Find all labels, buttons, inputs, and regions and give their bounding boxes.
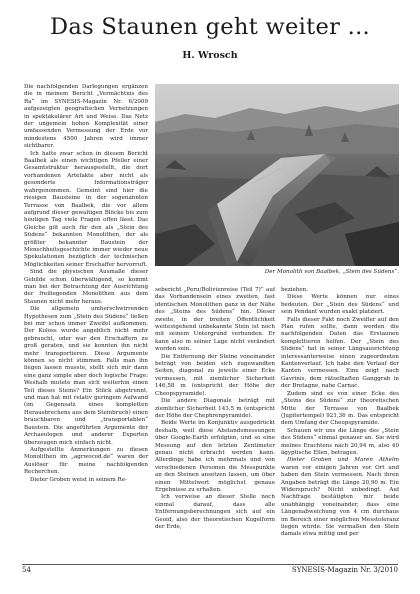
paragraph-rest: waren vor einigen Jahren vor Ort und haben den Stein vermessen. Nach ihren Angaben beträgt die Länge 20,90 m. Ein Widerspruch? Nicht unbedingt. Auf Nachfrage bestätigten mir beide unabhängig voneinander, dass eine Längenabweichung von 4 cm durchaus im Bereich einer möglichen Messtoleranz liegen würde. Sie vermaßen den Stein damals etwa mittig und per <box>281 464 399 538</box>
paragraph: Falls dieser Fakt noch Zweifler auf den Plan rufen sollte, dann werden die nachfolgenden Daten das Erstaunen komplettieren helfen. Der „Stein des Südens“ hat in seiner Längsausrichtung interessanterweise einen zugeordneten Kantenverlauf. Ich habe den Verlauf der Kanten vermessen. Eine zeigt nach Gavrinis, dem rätselhaften Ganggrab in der Bretagne, nahe Carnac. <box>281 316 399 390</box>
emphasized-names: Dieter Groben und Maren Athelm <box>287 457 399 464</box>
text-column-3 <box>281 287 399 564</box>
paragraph: Die nachfolgenden Darlegungen ergänzen die in meinem Bericht „Vermächtnis des Ra“ im SYNESIS-Magazin Nr. 6/2009 aufgezeigten geografischen Vernetzungen in spektakulärer Art und Weise. Das Netz der ungemein hohen Komplexität einer umfassenden Vermessung der Erde vor mindestens 4500 Jahren wird immer sichtbarer. <box>24 84 148 150</box>
paragraph: Die andere Diagonale beträgt mit ziemlicher Sicherheit 143,5 m (entspricht der Höhe der Chephrenpyramide). <box>155 398 275 419</box>
monolith-photo <box>155 84 399 266</box>
paragraph: Ich verweise an dieser Stelle noch einmal darauf, dass alle Entfernungsberechnungen sich auf ein Geoid, also der theoretischen Kugelform der Erde, <box>155 494 275 530</box>
paragraph: Diese Werte können nur eines bedeuten. Der „Stein des Südens“ und sein Pendant wurden exakt platziert. <box>281 294 399 316</box>
magazine-issue: SYNESIS-Magazin Nr. 3/2010 <box>291 566 398 574</box>
paragraph: Aufgestellte Anmerkungen zu diesen Monolithen im „agrwocod.de“ waren der Auslöser für meine nachfolgenden Recherchen. <box>24 446 148 476</box>
figure-caption: Der Monolith von Baalbek, „Stein des Südens“. <box>264 269 399 275</box>
paragraph: Schauen wir uns die Länge des „Stein des Südens“ einmal genauer an. Sie wird meines Erachtens nach 20,94 m, also 40 ägyptische Ellen, betragen. <box>281 427 399 456</box>
paragraph-with-emphasis <box>281 457 399 538</box>
text-column-2 <box>155 287 275 564</box>
paragraph: Ich hatte zwar schon in diesem Bericht Baalbek als einen wichtigen Pfeiler einer Gesamtstruktur herausgestellt, die dort vorhandenen Artefakte aber nicht als gesonderte Informationsträger wahrgenommen. Gemeint sind hier die riesigen Bausteine in der sogenannten Terrasse von Baalbek, die vor allem aufgrund dieser gewaltigen Blöcke bis zum heutigen Tag viele Fragen offen lässt. Das Gleiche gilt auch für den als „Stein des Südens“ bekannten Monolithen, der als größter bekannter Baustein der Menschheitsgeschichte immer wieder neue Spekulationen bezüglich der technischen Möglichkeiten seiner Erschaffer hervorruft. <box>24 150 148 268</box>
paragraph: Die Entfernung der Steine voneinander beträgt von beiden sich zugewandten Seiten, diagonal zu jeweils einer Ecke vermessen, mit ziemlicher Sicherheit 146,58 m (entspricht der Höhe der Cheopspyramide). <box>155 353 275 397</box>
paragraph: sebericht „Peru/Bolivienreise (Teil 7)“ auf das Vorhandensein eines zweiten, fast identischen Monolithen ganz in der Nähe des „Steins des Südens“ hin. Dieser zweite, in der breiten Öffentlichkeit weitestgehend unbekannte Stein ist noch mit seinem Untergrund verbunden. Er kann also in seiner Lage nicht verändert worden sein. <box>155 287 275 353</box>
paragraph: Die allgemein umherschwirrenden Hypothesen zum „Stein des Südens“ ließen bei mir schon immer Zweifel aufkommen. Der Koloss wurde angeblich nicht mehr gebraucht, oder war den Erschaffern zu groß geraten, und sie konnten ihn nicht mehr transportieren. Diese Argumente können so nicht stimmen. Falls man ihn liegen lassen musste, stellt sich mir dann eine ganz simple aber doch logische Frage: Weshalb mutete man sich weiterhin einen Teil dieses Steins? Ein Stück abgetrennt, und man hat mit relativ geringem Aufwand (im Gegensatz eines kompletten Herausbrechens aus dem Steinbruch) einen brauchbaren und „transportablen“ Baustein. Die angeführten Argumente der Archaeologen und anderer Experten überzeugen mich einfach nicht. <box>24 306 148 446</box>
paragraph: Sind die physischen Ausmaße dieser Gebilde schon überwältigend, so kommt man bei der Betrachtung der Ausrichtung der freiliegenden Monolithen aus dem Staunen nicht mehr heraus. <box>24 269 148 305</box>
paragraph: Dieter Groben weist in seinem Re- <box>30 476 127 483</box>
paragraph: Beide Werte im Konjunktiv ausgedrückt deshalb, weil diese Abstandsmessungen über Google-Earth erfolgten, und so eine Messung auf den letzten Zentimeter genau nicht erbracht werden kann. Allerdings habe ich mehrmals und von verschiedenen Personen die Messpunkte an den Steinen ansetzen lassen, um über einen Mittelwert möglichst genaue Ergebnisse zu erhalten. <box>155 420 275 493</box>
article-title: Das Staunen geht weiter ... <box>50 14 370 40</box>
paragraph: Zudem sind es von einer Ecke des „Steins des Südens“ zur theoretischen Mitte der Terrasse von Baalbek (Jupitertempel) 921,36 m. Das entspricht dem Umfang der Cheopspyramide. <box>281 390 399 427</box>
paragraph: beziehen. <box>281 287 309 293</box>
text-column-1 <box>24 84 148 564</box>
page-number: 54 <box>22 566 31 574</box>
article-author: H. Wrosch <box>182 50 238 61</box>
